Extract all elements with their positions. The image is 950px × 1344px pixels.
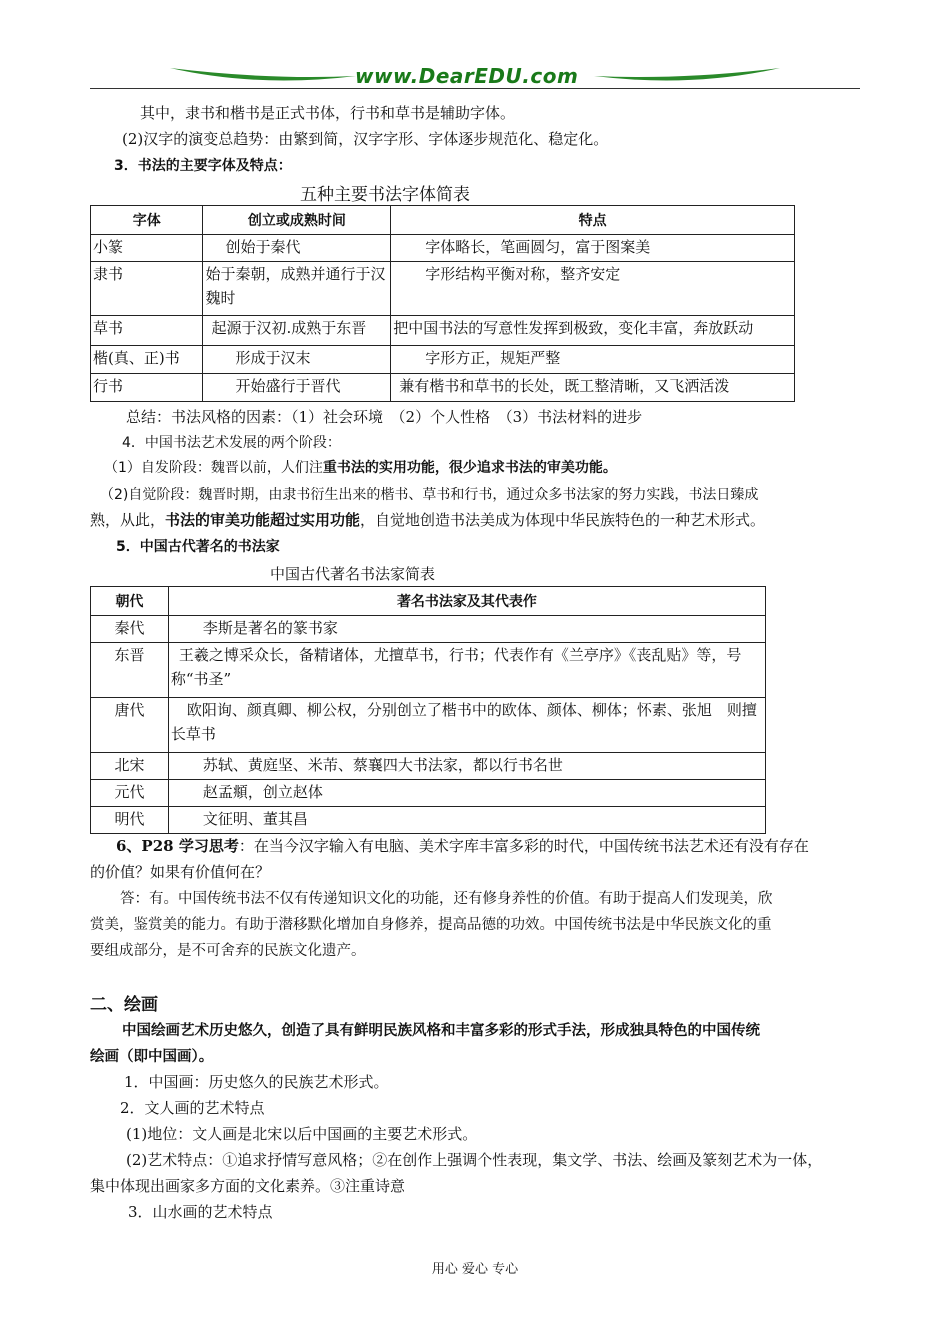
page-footer: 用心 爱心 专心 <box>431 1262 519 1277</box>
table-calligraphers <box>90 586 766 834</box>
table-cell: 苏轼、黄庭坚、米芾、蔡襄四大书法家，都以行书名世 <box>168 753 765 780</box>
table-font-types <box>90 205 795 402</box>
table-row <box>91 698 766 753</box>
question-6-label: 6、P28 学习思考 <box>116 837 239 855</box>
table-cell: 东晋 <box>91 643 169 698</box>
point-2-2-line-2: 集中体现出画家多方面的文化素养。③注重诗意 <box>90 1177 406 1195</box>
stage-2-emphasis: 书法的审美功能超过实用功能 <box>165 511 361 529</box>
table1-title: 五种主要书法字体简表 <box>300 185 470 205</box>
stage-2-line-1: （2)自觉阶段：魏晋时期，由隶书衍生出来的楷书、草书和行书，通过众多书法家的努力实践，书法日臻成 <box>100 487 759 503</box>
table-cell: 字体略长，笔画圆匀，富于图案美 <box>391 235 795 262</box>
answer-line-1: 答：有。中国传统书法不仅有传递知识文化的功能，还有修身养性的价值。有助于提高人们发现美，欣 <box>120 891 773 907</box>
table1-header-cell: 特点 <box>391 206 795 235</box>
table-cell: 隶书 <box>91 262 203 316</box>
table2-title: 中国古代著名书法家简表 <box>270 565 436 583</box>
header-logo[interactable]: www.DearEDU.com <box>355 64 579 88</box>
header-swoosh-left <box>168 62 358 84</box>
table-cell: 行书 <box>91 374 203 402</box>
question-6-text: ：在当今汉字输入有电脑、美术字库丰富多彩的时代，中国传统书法艺术还有没有存在 <box>238 837 809 855</box>
table-row <box>91 316 795 346</box>
table-row <box>91 262 795 316</box>
table-row <box>91 346 795 374</box>
heading-3: 3．书法的主要字体及特点： <box>114 158 292 174</box>
table-cell: 秦代 <box>91 616 169 643</box>
table-cell: 起源于汉初.成熟于东晋 <box>203 316 391 346</box>
question-6-line-2: 的价值？如果有价值何在？ <box>90 863 271 881</box>
stage-2-text-b: ，自觉地创造书法美成为体现中华民族特色的一种艺术形式。 <box>360 511 766 529</box>
table-cell: 王羲之博采众长，备精诸体，尤擅草书，行书；代表作有《兰亭序》《丧乱贴》等，号称“书圣” <box>168 643 765 698</box>
table-cell: 赵孟頫，创立赵体 <box>168 780 765 807</box>
table1-header-cell: 创立或成熟时间 <box>203 206 391 235</box>
section-2-intro-2: 绘画（即中国画）。 <box>90 1049 214 1065</box>
table-cell: 始于秦朝，成熟并通行于汉魏时 <box>203 262 391 316</box>
table-cell: 草书 <box>91 316 203 346</box>
table-row <box>91 374 795 402</box>
table-cell: 兼有楷书和草书的长处，既工整清晰，又飞洒活泼 <box>391 374 795 402</box>
answer-line-2: 赏美，鉴赏美的能力。有助于潜移默化增加自身修养，提高品德的功效。中国传统书法是中华民族文化的重 <box>90 917 772 933</box>
table-cell: 把中国书法的写意性发挥到极致，变化丰富，奔放跃动 <box>391 316 795 346</box>
table-cell: 形成于汉末 <box>203 346 391 374</box>
table-row <box>91 753 766 780</box>
point-1: 1．中国画：历史悠久的民族艺术形式。 <box>124 1073 389 1091</box>
table-cell: 唐代 <box>91 698 169 753</box>
stage-1-emphasis: 重书法的实用功能，很少追求书法的审美功能。 <box>322 460 617 476</box>
table-row <box>91 643 766 698</box>
heading-4: 4．中国书法艺术发展的两个阶段： <box>122 435 341 451</box>
table-cell: 北宋 <box>91 753 169 780</box>
stage-1-text: （1）自发阶段：魏晋以前，人们注 <box>104 460 323 476</box>
point-2-1: (1)地位：文人画是北宋以后中国画的主要艺术形式。 <box>126 1125 478 1143</box>
table-cell: 小篆 <box>91 235 203 262</box>
table-row <box>91 235 795 262</box>
table2-header-cell: 朝代 <box>91 587 169 616</box>
stage-1-line <box>104 457 617 477</box>
header-rule <box>90 88 860 89</box>
section-2-intro-1: 中国绘画艺术历史悠久，创造了具有鲜明民族风格和丰富多彩的形式手法，形成独具特色的中国传统 <box>122 1023 760 1039</box>
text-line-1: 其中，隶书和楷书是正式书体，行书和草书是辅助字体。 <box>140 104 516 122</box>
table-cell: 开始盛行于晋代 <box>203 374 391 402</box>
question-6-line-1 <box>116 835 809 856</box>
table1-header-cell: 字体 <box>91 206 203 235</box>
text-line-2: (2)汉字的演变总趋势：由繁到简，汉字字形、字体逐步规范化、稳定化。 <box>122 130 609 148</box>
table2-header-row <box>91 587 766 616</box>
table-cell: 文征明、董其昌 <box>168 807 765 834</box>
summary-line: 总结：书法风格的因素：（1）社会环境 （2）个人性格 （3）书法材料的进步 <box>126 408 643 426</box>
point-3: 3．山水画的艺术特点 <box>128 1203 273 1221</box>
table-row <box>91 780 766 807</box>
table-cell: 字形方正，规矩严整 <box>391 346 795 374</box>
heading-5: 5．中国古代著名的书法家 <box>116 539 280 555</box>
table-row <box>91 807 766 834</box>
table-cell: 明代 <box>91 807 169 834</box>
stage-2-line-2 <box>90 509 765 530</box>
point-2: 2．文人画的艺术特点 <box>120 1099 265 1117</box>
section-2-heading: 二、绘画 <box>90 995 158 1015</box>
table-row <box>91 616 766 643</box>
table1-header-row <box>91 206 795 235</box>
table-cell: 字形结构平衡对称，整齐安定 <box>391 262 795 316</box>
table-cell: 创始于秦代 <box>203 235 391 262</box>
point-2-2-line-1: (2)艺术特点：①追求抒情写意风格；②在创作上强调个性表现，集文学、书法、绘画及篆刻艺术为一体， <box>126 1151 823 1169</box>
answer-line-3: 要组成部分，是不可舍弃的民族文化遗产。 <box>90 943 366 959</box>
table2-header-cell: 著名书法家及其代表作 <box>168 587 765 616</box>
table-cell: 李斯是著名的篆书家 <box>168 616 765 643</box>
header-swoosh-right <box>592 62 782 84</box>
table-cell: 元代 <box>91 780 169 807</box>
table-cell: 欧阳询、颜真卿、柳公权，分别创立了楷书中的欧体、颜体、柳体；怀素、张旭 则擅长草书 <box>168 698 765 753</box>
stage-2-text-a: 熟，从此， <box>90 511 166 529</box>
table-cell: 楷(真、正)书 <box>91 346 203 374</box>
